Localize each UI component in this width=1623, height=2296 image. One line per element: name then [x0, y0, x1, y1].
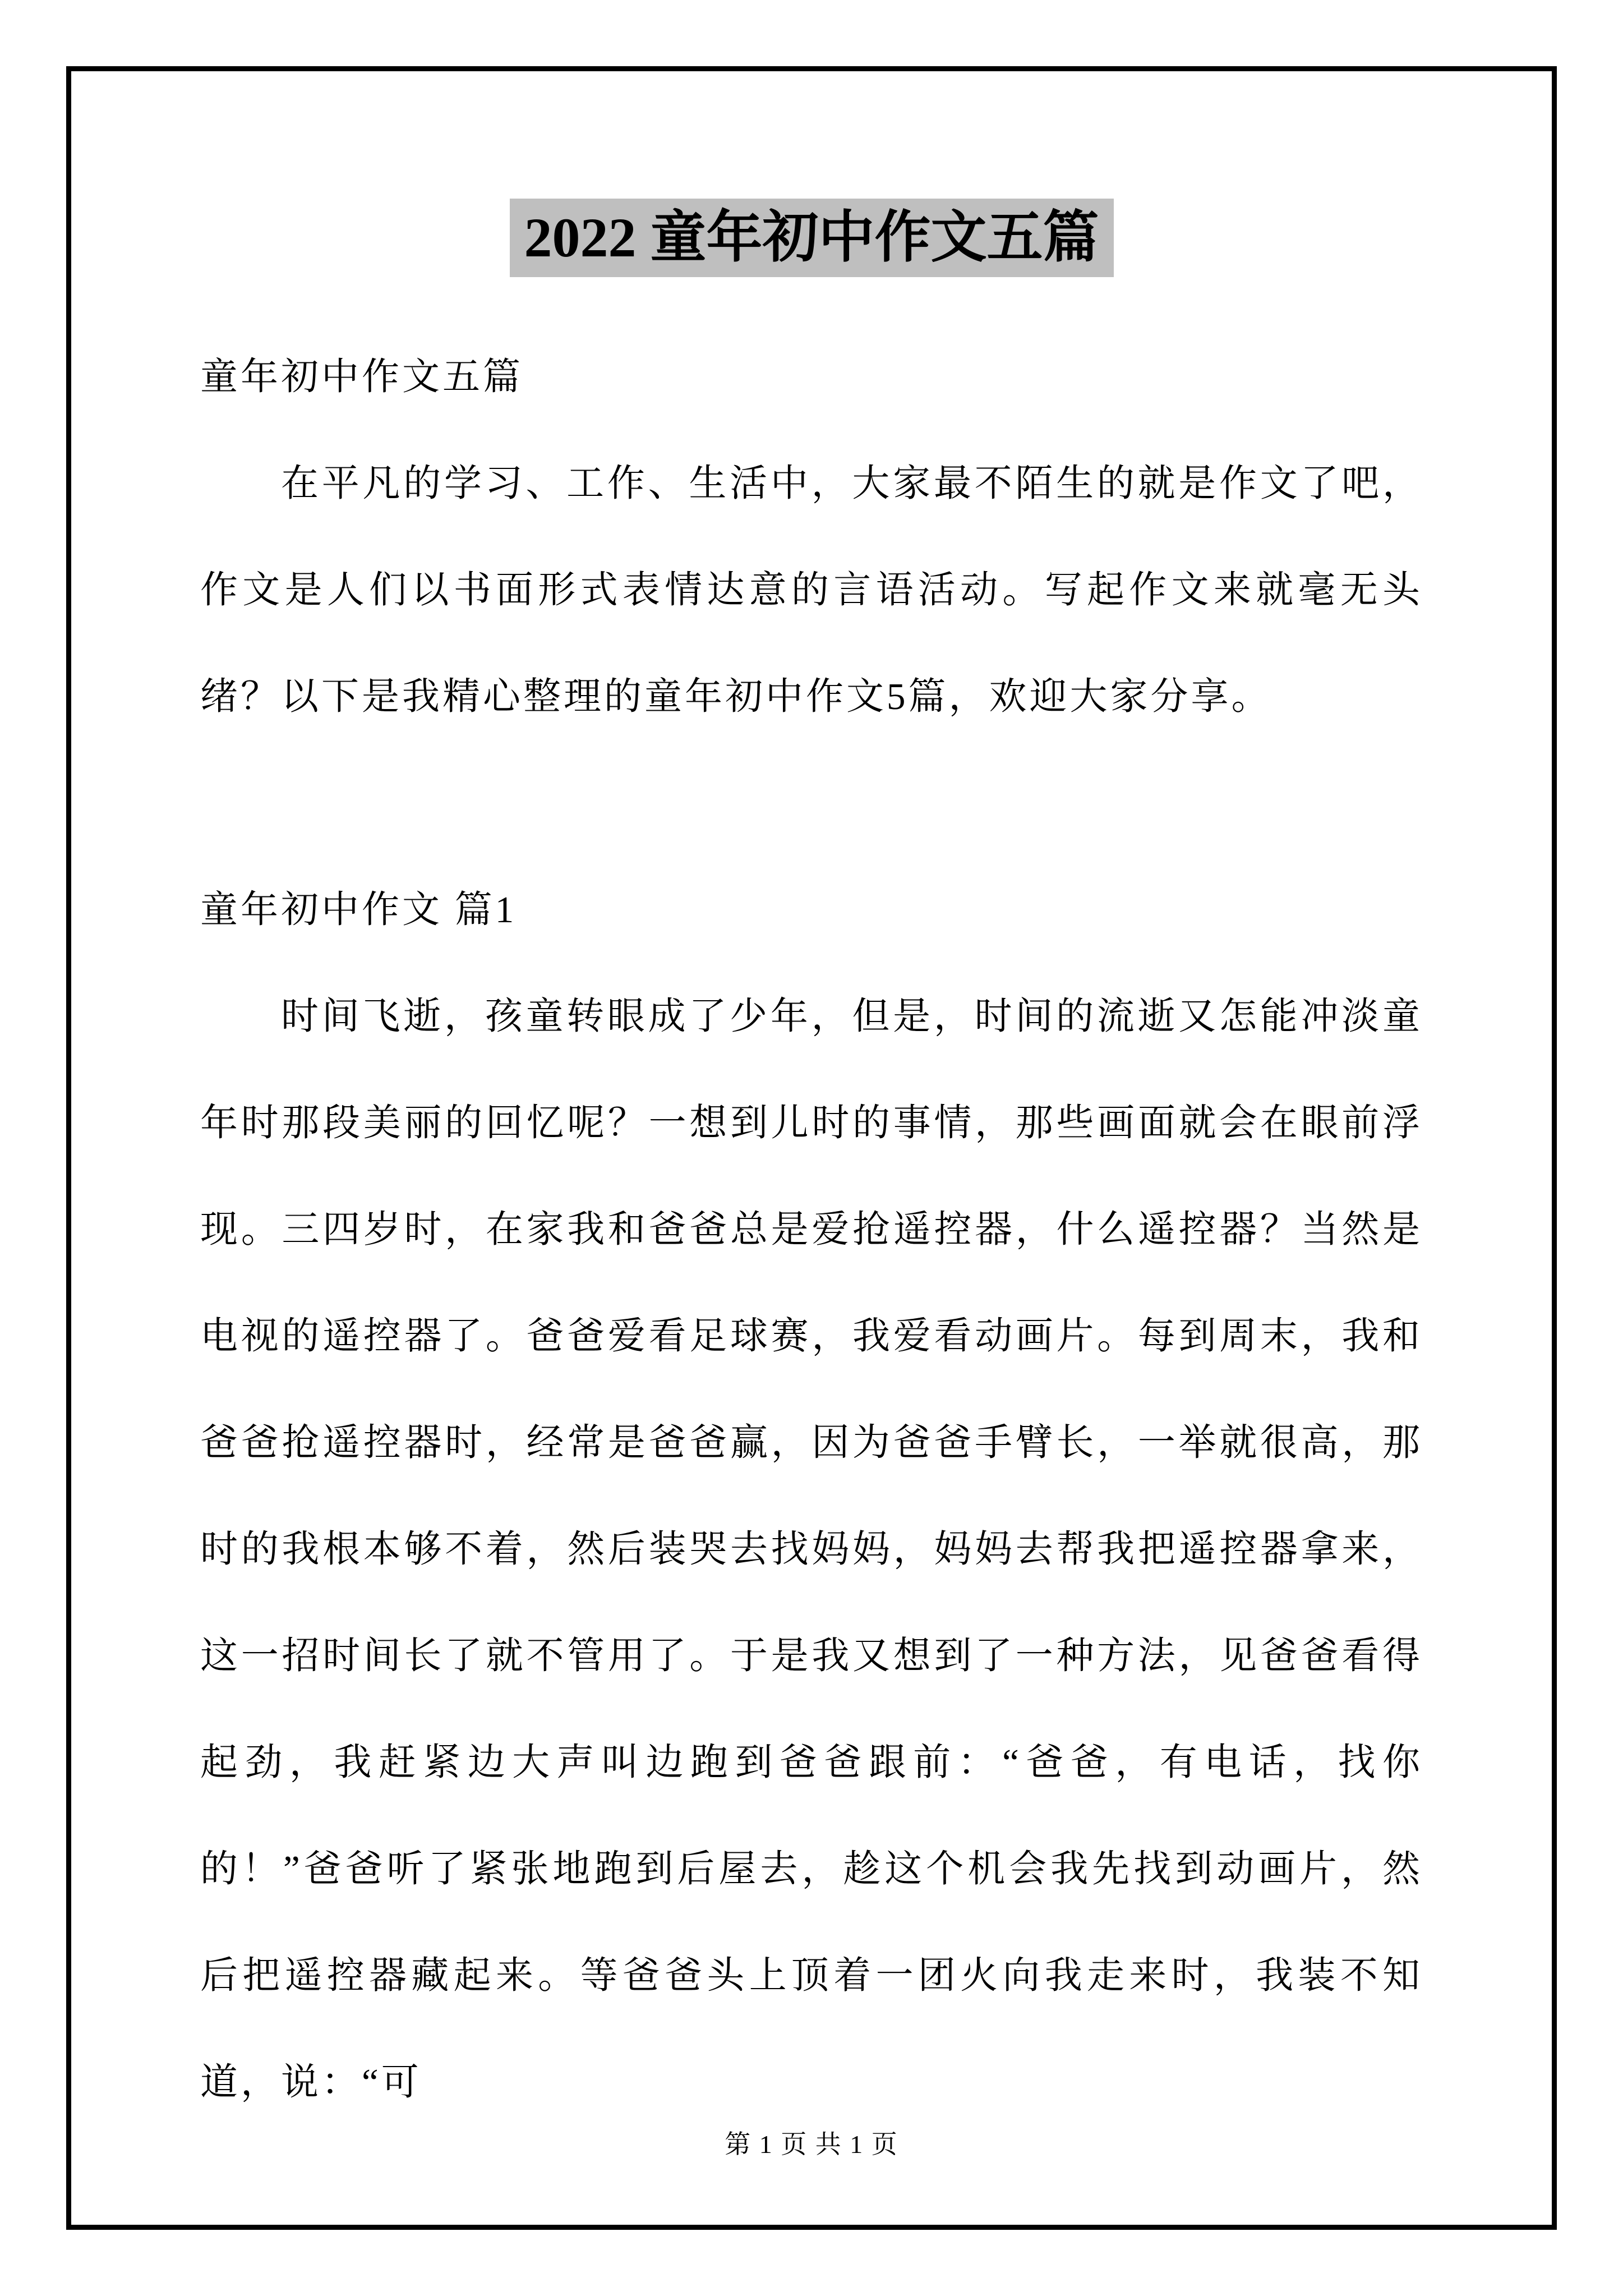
document-body [200, 324, 1423, 2136]
document-title [0, 199, 1623, 277]
paragraph-intro: 在平凡的学习、工作、生活中，大家最不陌生的就是作文了吧，作文是人们以书面形式表情达意的言语活动。写起作文来就毫无头绪？以下是我精心整理的童年初中作文5篇，欢迎大家分享。 [200, 463, 1423, 717]
paragraph-blank [200, 750, 1423, 857]
paragraph-essay-1: 时间飞逝，孩童转眼成了少年，但是，时间的流逝又怎能冲淡童年时那段美丽的回忆呢？一想到儿时的事情，那些画面就会在眼前浮现。三四岁时，在家我和爸爸总是爱抢遥控器，什么遥控器？当然是电视的遥控器了。爸爸爱看足球赛，我爱看动画片。每到周末，我和爸爸抢遥控器时，经常是爸爸赢，因为爸爸手臂长，一举就很高，那时的我根本够不着，然后装哭去找妈妈，妈妈去帮我把遥控器拿来，这一招时间长了就不管用了。于是我又想到了一种方法，见爸爸看得起劲，我赶紧边大声叫边跑到爸爸跟前：“爸爸，有电话，找你的！”爸爸听了紧张地跑到后屋去，趁这个机会我先找到动画片，然后把遥控器藏起来。等爸爸头上顶着一团火向我走来时，我装不知道，说：“可 [200, 996, 1423, 2103]
paragraph-lead: 童年初中作文五篇 [200, 356, 523, 398]
section-heading: 童年初中作文 篇1 [200, 889, 517, 931]
title-highlight: 2022 童年初中作文五篇 [510, 199, 1114, 277]
page-footer: 第 1 页 共 1 页 [725, 2130, 898, 2159]
